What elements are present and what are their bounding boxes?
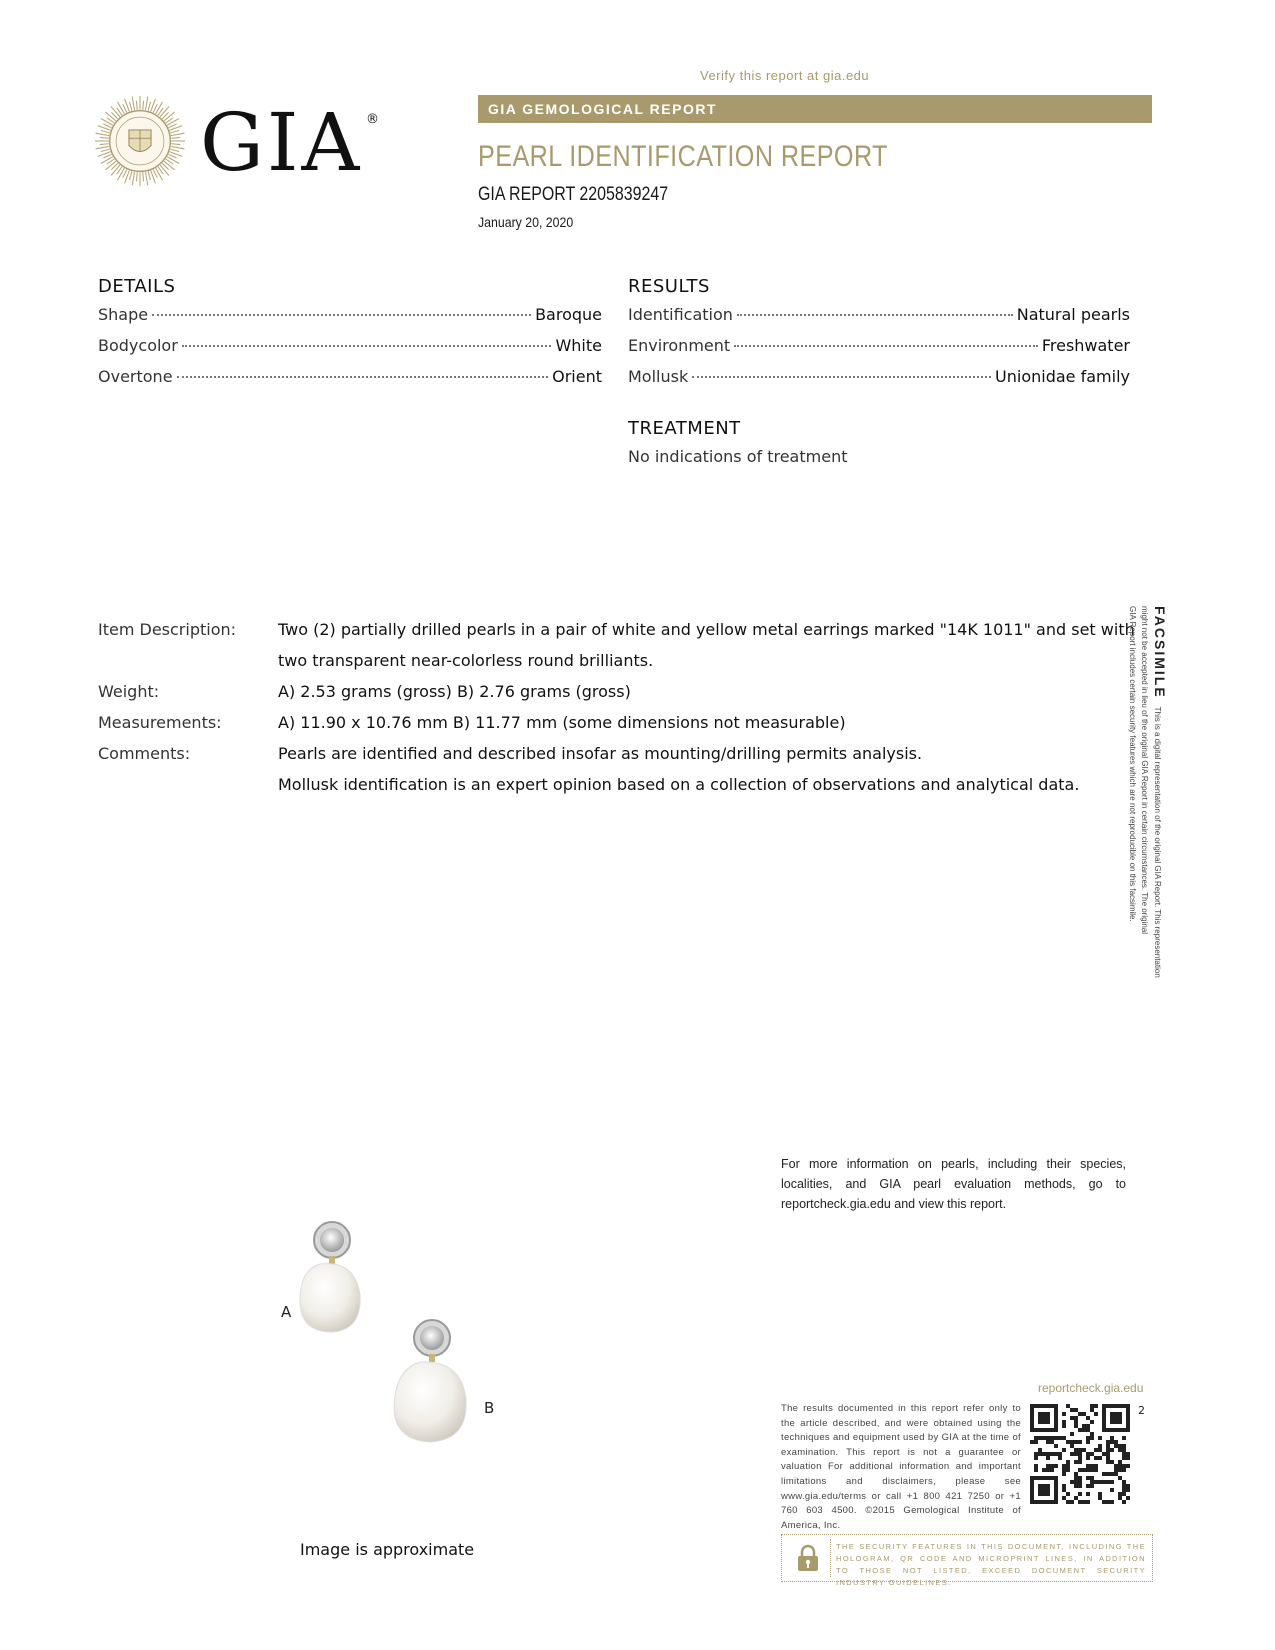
detail-label: Overtone bbox=[98, 367, 173, 386]
report-number: GIA REPORT 2205839247 bbox=[478, 184, 669, 205]
detail-label: Shape bbox=[98, 305, 149, 324]
treatment-section bbox=[628, 418, 1130, 466]
report-title: PEARL IDENTIFICATION REPORT bbox=[478, 140, 888, 173]
facsimile-heading: FACSIMILE bbox=[1152, 606, 1168, 699]
measurements-row bbox=[98, 707, 1138, 738]
earring-label-a: A bbox=[281, 1303, 292, 1321]
detail-label: Bodycolor bbox=[98, 336, 178, 355]
comments-row bbox=[98, 738, 1138, 800]
comment-line: Mollusk identification is an expert opinion based on a collection of observations and analytical data. bbox=[278, 775, 1080, 794]
facsimile-line: This is a digital representation of the original GIA Report. This representation bbox=[1153, 706, 1162, 978]
comments-value bbox=[278, 738, 1138, 800]
gia-logo-wordmark: GIA bbox=[200, 96, 363, 189]
treatment-text: No indications of treatment bbox=[628, 447, 848, 466]
result-row-identification bbox=[628, 305, 1130, 336]
detail-row-shape bbox=[98, 305, 602, 336]
verify-link[interactable]: Verify this report at gia.edu bbox=[700, 68, 870, 83]
results-section bbox=[628, 276, 1130, 398]
reportcheck-link[interactable]: reportcheck.gia.edu bbox=[1038, 1381, 1144, 1395]
weight-value: A) 2.53 grams (gross) B) 2.76 grams (gross) bbox=[278, 682, 631, 701]
lock-icon bbox=[792, 1543, 824, 1573]
item-description-row bbox=[98, 614, 1138, 676]
more-info-text: For more information on pearls, including their species, localities, and GIA pearl evaluation methods, go to reportcheck.gia.edu and view this report. bbox=[781, 1157, 1126, 1211]
earring-label-b: B bbox=[484, 1399, 495, 1417]
measurements-label: Measurements: bbox=[98, 713, 222, 732]
weight-row bbox=[98, 676, 1138, 707]
detail-row-bodycolor bbox=[98, 336, 602, 367]
weight-label: Weight: bbox=[98, 682, 160, 701]
result-row-environment bbox=[628, 336, 1130, 367]
measurements-value: A) 11.90 x 10.76 mm B) 11.77 mm (some dimensions not measurable) bbox=[278, 713, 846, 732]
report-type-label: GIA GEMOLOGICAL REPORT bbox=[488, 101, 718, 117]
treatment-heading: TREATMENT bbox=[628, 418, 741, 439]
result-value: Freshwater bbox=[1041, 336, 1130, 355]
item-description-label: Item Description: bbox=[98, 620, 237, 639]
comments-label: Comments: bbox=[98, 744, 191, 763]
result-label: Mollusk bbox=[628, 367, 689, 386]
security-text: THE SECURITY FEATURES IN THIS DOCUMENT, INCLUDING THE HOLOGRAM, QR CODE AND MICROPRINT LINES, IN ADDITION TO THOSE NOT LISTED, EXCEED DOCUMENT SECURITY INDUSTRY GUIDELINES. bbox=[836, 1542, 1146, 1587]
detail-value: White bbox=[555, 336, 602, 355]
result-label: Identification bbox=[628, 305, 733, 324]
comment-line: Pearls are identified and described insofar as mounting/drilling permits analysis. bbox=[278, 744, 923, 763]
qr-code-icon[interactable] bbox=[1030, 1404, 1130, 1504]
facsimile-line: GIA Report includes certain security features which are not reproducible on this facsimile. bbox=[1128, 606, 1137, 922]
report-date: January 20, 2020 bbox=[478, 214, 574, 230]
details-heading: DETAILS bbox=[98, 276, 176, 297]
earrings-image bbox=[270, 1220, 510, 1460]
detail-value: Baroque bbox=[535, 305, 602, 324]
gia-seal-icon bbox=[94, 95, 186, 187]
image-caption: Image is approximate bbox=[300, 1540, 475, 1559]
page-number: 2 bbox=[1138, 1404, 1145, 1417]
result-label: Environment bbox=[628, 336, 731, 355]
facsimile-line: might not be accepted in lieu of the original GIA Report in certain circumstances. The original bbox=[1140, 606, 1149, 935]
detail-value: Orient bbox=[552, 367, 602, 386]
result-value: Unionidae family bbox=[995, 367, 1130, 386]
security-notice bbox=[781, 1534, 1153, 1587]
disclaimer-text: The results documented in this report refer only to the article described, and were obtained using the techniques and equipment used by GIA at the time of examination. This report is not a guarantee or valuation For additional information and important limitations and disclaimers, please see www.gia.edu/terms or call +1 800 421 7250 or +1 760 603 4500. ©2015 Gemological Institute of America, Inc. bbox=[781, 1403, 1021, 1531]
results-heading: RESULTS bbox=[628, 276, 710, 297]
item-description-line: Two (2) partially drilled pearls in a pair of white and yellow metal earrings marked "14K 1011" and set with bbox=[278, 620, 1135, 639]
result-value: Natural pearls bbox=[1016, 305, 1130, 324]
facsimile-notice bbox=[1126, 606, 1168, 1026]
item-description-line: two transparent near-colorless round brilliants. bbox=[278, 651, 654, 670]
item-description-section bbox=[98, 614, 1138, 800]
report-type-bar bbox=[478, 95, 1152, 123]
item-description-value bbox=[278, 614, 1138, 676]
registered-mark: ® bbox=[366, 112, 379, 127]
details-section bbox=[98, 276, 602, 398]
result-row-mollusk bbox=[628, 367, 1130, 398]
detail-row-overtone bbox=[98, 367, 602, 398]
